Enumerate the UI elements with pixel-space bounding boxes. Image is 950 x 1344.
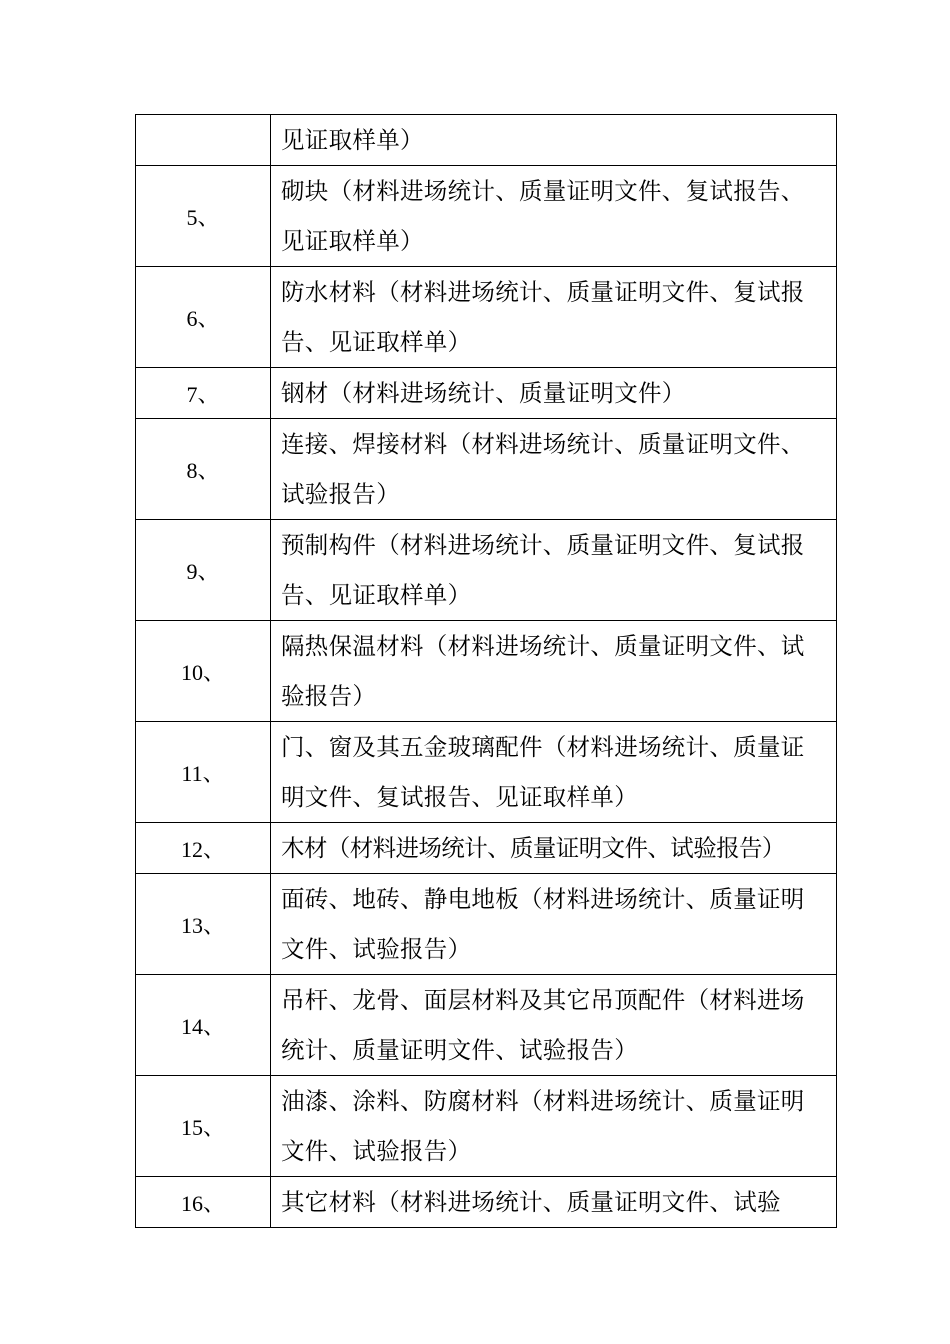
table-row <box>136 1076 837 1177</box>
row-number: 8、 <box>136 419 271 520</box>
row-number: 10、 <box>136 621 271 722</box>
table-row <box>136 115 837 166</box>
row-description: 其它材料（材料进场统计、质量证明文件、试验 <box>271 1177 837 1228</box>
table-row <box>136 823 837 874</box>
row-description: 见证取样单） <box>271 115 837 166</box>
table-row <box>136 975 837 1076</box>
row-number: 6、 <box>136 267 271 368</box>
row-number: 16、 <box>136 1177 271 1228</box>
row-description: 连接、焊接材料（材料进场统计、质量证明文件、试验报告） <box>271 419 837 520</box>
row-number: 11、 <box>136 722 271 823</box>
row-number: 13、 <box>136 874 271 975</box>
row-number: 5、 <box>136 166 271 267</box>
row-description: 钢材（材料进场统计、质量证明文件） <box>271 368 837 419</box>
table-row <box>136 621 837 722</box>
table-row <box>136 722 837 823</box>
row-number: 15、 <box>136 1076 271 1177</box>
row-description: 防水材料（材料进场统计、质量证明文件、复试报告、见证取样单） <box>271 267 837 368</box>
row-number <box>136 115 271 166</box>
row-description: 面砖、地砖、静电地板（材料进场统计、质量证明文件、试验报告） <box>271 874 837 975</box>
row-description: 油漆、涂料、防腐材料（材料进场统计、质量证明文件、试验报告） <box>271 1076 837 1177</box>
table-row <box>136 166 837 267</box>
row-number: 12、 <box>136 823 271 874</box>
table-row <box>136 419 837 520</box>
row-description: 门、窗及其五金玻璃配件（材料进场统计、质量证明文件、复试报告、见证取样单） <box>271 722 837 823</box>
row-description: 吊杆、龙骨、面层材料及其它吊顶配件（材料进场统计、质量证明文件、试验报告） <box>271 975 837 1076</box>
table-row <box>136 1177 837 1228</box>
table-row <box>136 267 837 368</box>
row-description: 木材（材料进场统计、质量证明文件、试验报告） <box>271 823 837 874</box>
row-number: 14、 <box>136 975 271 1076</box>
table-row <box>136 874 837 975</box>
row-description: 隔热保温材料（材料进场统计、质量证明文件、试验报告） <box>271 621 837 722</box>
row-description: 预制构件（材料进场统计、质量证明文件、复试报告、见证取样单） <box>271 520 837 621</box>
table-row <box>136 520 837 621</box>
materials-table <box>135 114 837 1228</box>
table-row <box>136 368 837 419</box>
row-number: 9、 <box>136 520 271 621</box>
row-number: 7、 <box>136 368 271 419</box>
row-description: 砌块（材料进场统计、质量证明文件、复试报告、见证取样单） <box>271 166 837 267</box>
